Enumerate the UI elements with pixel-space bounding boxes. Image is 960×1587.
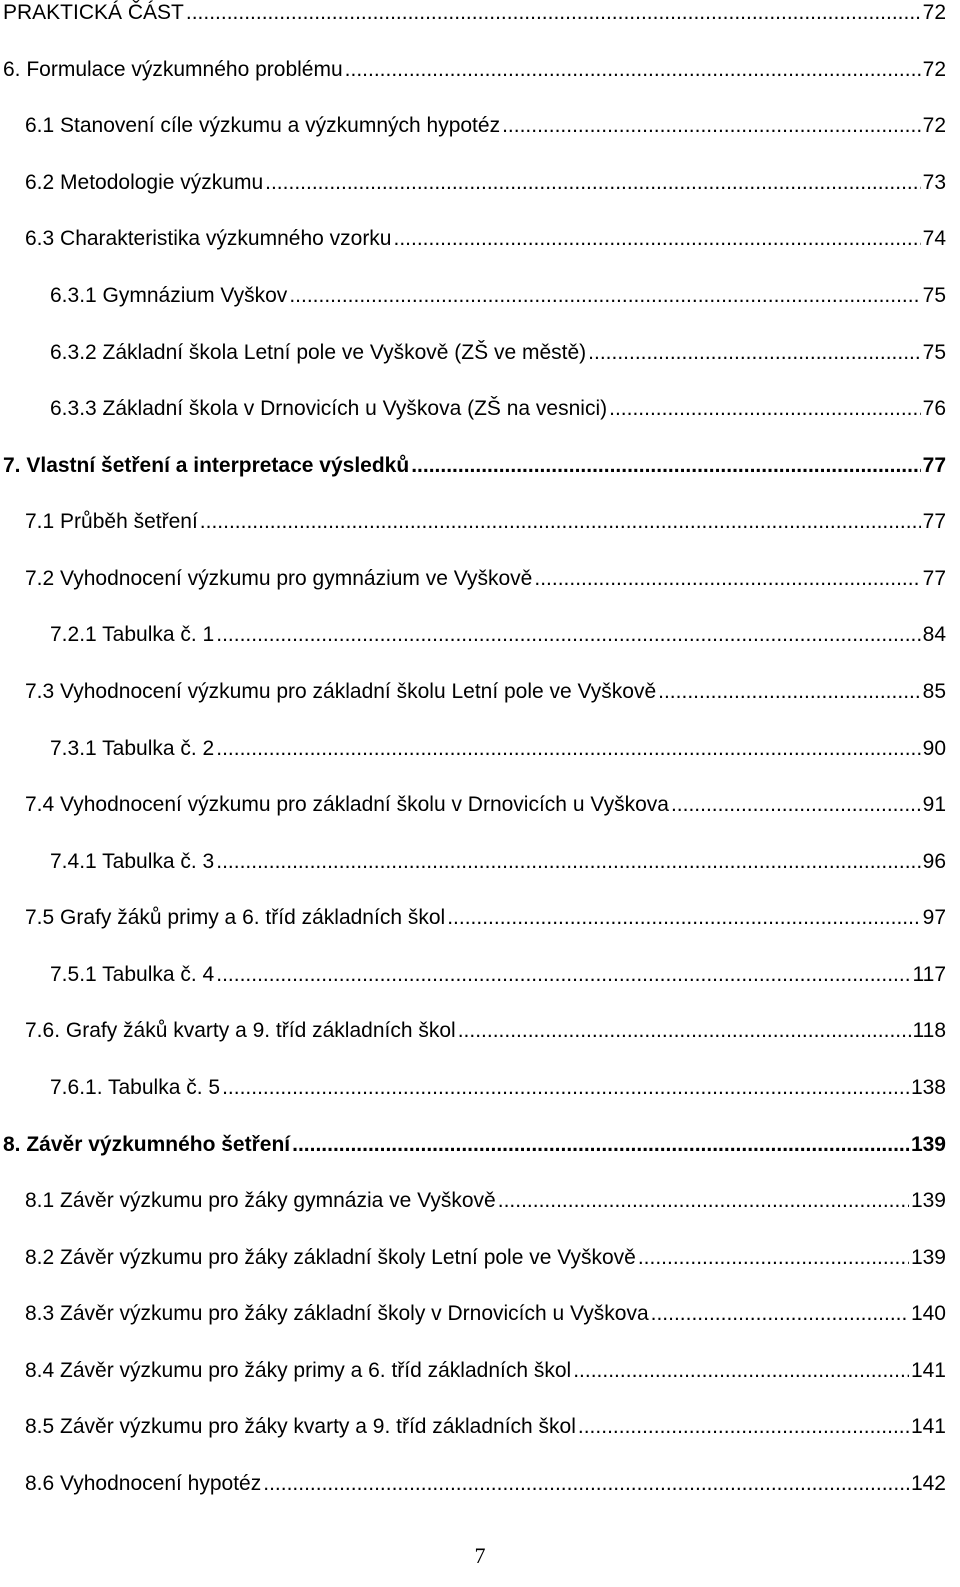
toc-dot-leader (658, 679, 921, 705)
toc-entry-page: 139 (910, 1246, 946, 1269)
toc-entry-page: 90 (922, 737, 946, 760)
toc-entry[interactable] (25, 566, 946, 592)
toc-dot-leader (502, 113, 921, 139)
toc-entry[interactable] (25, 1188, 946, 1214)
toc-entry-page: 77 (922, 567, 946, 590)
toc-entry-title: 8.5 Závěr výzkumu pro žáky kvarty a 9. tříd základních škol (25, 1415, 576, 1438)
toc-entry-page: 74 (922, 227, 946, 250)
toc-entry[interactable] (25, 1301, 946, 1327)
toc-entry-page: 140 (910, 1302, 946, 1325)
toc-dot-leader (588, 340, 920, 366)
toc-entry[interactable] (25, 792, 946, 818)
toc-dot-leader (200, 509, 921, 535)
toc-dot-leader (292, 1132, 909, 1158)
toc-entry-page: 141 (910, 1359, 946, 1382)
toc-dot-leader (345, 57, 921, 83)
toc-entry-page: 77 (922, 454, 946, 477)
toc-dot-leader (578, 1414, 909, 1440)
toc-dot-leader (534, 566, 920, 592)
toc-entry-page: 97 (922, 906, 946, 929)
toc-dot-leader (651, 1301, 909, 1327)
toc-entry[interactable] (25, 1414, 946, 1440)
toc-dot-leader (222, 1075, 909, 1101)
toc-entry-page: 85 (922, 680, 946, 703)
toc-entry-title: 6. Formulace výzkumného problému (3, 58, 343, 81)
toc-dot-leader (186, 0, 921, 26)
toc-entry-title: 8.2 Závěr výzkumu pro žáky základní školy Letní pole ve Vyškově (25, 1246, 636, 1269)
toc-dot-leader (638, 1245, 909, 1271)
toc-dot-leader (216, 736, 920, 762)
toc-entry-title: 7.1 Průběh šetření (25, 510, 198, 533)
toc-entry-page: 72 (922, 1, 946, 24)
toc-entry[interactable] (3, 453, 946, 479)
toc-entry-title: 7.6.1. Tabulka č. 5 (50, 1076, 221, 1099)
toc-entry-title: 7.4.1 Tabulka č. 3 (50, 850, 215, 873)
toc-entry-page: 139 (910, 1133, 946, 1156)
toc-entry-title: 7.2.1 Tabulka č. 1 (50, 623, 215, 646)
toc-entry-title: 6.1 Stanovení cíle výzkumu a výzkumných hypotéz (25, 114, 501, 137)
toc-entry-title: 7.5.1 Tabulka č. 4 (50, 963, 215, 986)
toc-entry[interactable] (25, 1245, 946, 1271)
toc-entry-title: 7.2 Vyhodnocení výzkumu pro gymnázium ve Vyškově (25, 567, 533, 590)
toc-entry-page: 84 (922, 623, 946, 646)
toc-entry-page: 96 (922, 850, 946, 873)
toc-entry[interactable] (50, 962, 946, 988)
toc-dot-leader (498, 1188, 909, 1214)
toc-dot-leader (265, 170, 921, 196)
toc-dot-leader (411, 453, 920, 479)
toc-entry[interactable] (3, 57, 946, 83)
toc-entry-title: 8.6 Vyhodnocení hypotéz (25, 1472, 262, 1495)
toc-entry-title: 7. Vlastní šetření a interpretace výsledků (3, 454, 410, 477)
toc-entry[interactable] (50, 283, 946, 309)
toc-entry-title: 7.3.1 Tabulka č. 2 (50, 737, 215, 760)
toc-entry-page: 91 (922, 793, 946, 816)
toc-entry[interactable] (50, 396, 946, 422)
toc-entry[interactable] (50, 340, 946, 366)
toc-entry-title: 6.3.2 Základní škola Letní pole ve Vyškově (ZŠ ve městě) (50, 341, 587, 364)
toc-dot-leader (671, 792, 921, 818)
toc-entry-title: 6.3.1 Gymnázium Vyškov (50, 284, 288, 307)
toc-entry[interactable] (25, 1018, 946, 1044)
toc-dot-leader (447, 905, 920, 931)
toc-entry[interactable] (25, 170, 946, 196)
toc-entry[interactable] (25, 1358, 946, 1384)
toc-dot-leader (216, 962, 910, 988)
toc-entry-page: 72 (922, 58, 946, 81)
toc-entry-page: 117 (912, 963, 946, 986)
toc-entry-page: 139 (910, 1189, 946, 1212)
toc-dot-leader (216, 849, 920, 875)
toc-entry-page: 76 (922, 397, 946, 420)
toc-dot-leader (573, 1358, 909, 1384)
toc-dot-leader (609, 396, 921, 422)
toc-entry[interactable] (50, 1075, 946, 1101)
toc-entry-page: 138 (910, 1076, 946, 1099)
toc-entry-title: 7.3 Vyhodnocení výzkumu pro základní školu Letní pole ve Vyškově (25, 680, 657, 703)
toc-dot-leader (216, 622, 920, 648)
toc-dot-leader (289, 283, 920, 309)
toc-entry[interactable] (50, 622, 946, 648)
toc-entry-title: 7.5 Grafy žáků primy a 6. tříd základních škol (25, 906, 446, 929)
toc-entry-page: 142 (910, 1472, 946, 1495)
toc-entry[interactable] (3, 1132, 946, 1158)
toc-entry-title: 6.3.3 Základní škola v Drnovicích u Vyškova (ZŠ na vesnici) (50, 397, 608, 420)
toc-entry-title: 7.6. Grafy žáků kvarty a 9. tříd základních škol (25, 1019, 456, 1042)
toc-dot-leader (263, 1471, 909, 1497)
toc-entry[interactable] (25, 1471, 946, 1497)
toc-entry[interactable] (50, 849, 946, 875)
toc-entry-title: 6.3 Charakteristika výzkumného vzorku (25, 227, 392, 250)
toc-entry-page: 75 (922, 341, 946, 364)
toc-entry[interactable] (25, 679, 946, 705)
toc-entry-title: 7.4 Vyhodnocení výzkumu pro základní školu v Drnovicích u Vyškova (25, 793, 669, 816)
toc-entry-title: 8.3 Závěr výzkumu pro žáky základní školy v Drnovicích u Vyškova (25, 1302, 649, 1325)
toc-entry-title: 6.2 Metodologie výzkumu (25, 171, 264, 194)
toc-entry-page: 73 (922, 171, 946, 194)
toc-entry[interactable] (50, 736, 946, 762)
toc-entry-page: 118 (912, 1019, 946, 1042)
toc-dot-leader (394, 226, 921, 252)
toc-entry[interactable] (25, 226, 946, 252)
toc-entry-title: 8.1 Závěr výzkumu pro žáky gymnázia ve Vyškově (25, 1189, 496, 1212)
toc-entry-page: 75 (922, 284, 946, 307)
toc-entry[interactable] (3, 0, 946, 26)
toc-entry-page: 72 (922, 114, 946, 137)
toc-entry-title: 8. Závěr výzkumného šetření (3, 1133, 291, 1156)
toc-entry-page: 77 (922, 510, 946, 533)
toc-entry[interactable] (25, 905, 946, 931)
toc-entry-title: 8.4 Závěr výzkumu pro žáky primy a 6. tříd základních škol (25, 1359, 572, 1382)
page-number: 7 (474, 1543, 486, 1568)
toc-dot-leader (458, 1018, 911, 1044)
toc-entry[interactable] (25, 113, 946, 139)
toc-entry-page: 141 (910, 1415, 946, 1438)
toc-entry[interactable] (25, 509, 946, 535)
toc-entry-title: PRAKTICKÁ ČÁST (3, 1, 184, 24)
